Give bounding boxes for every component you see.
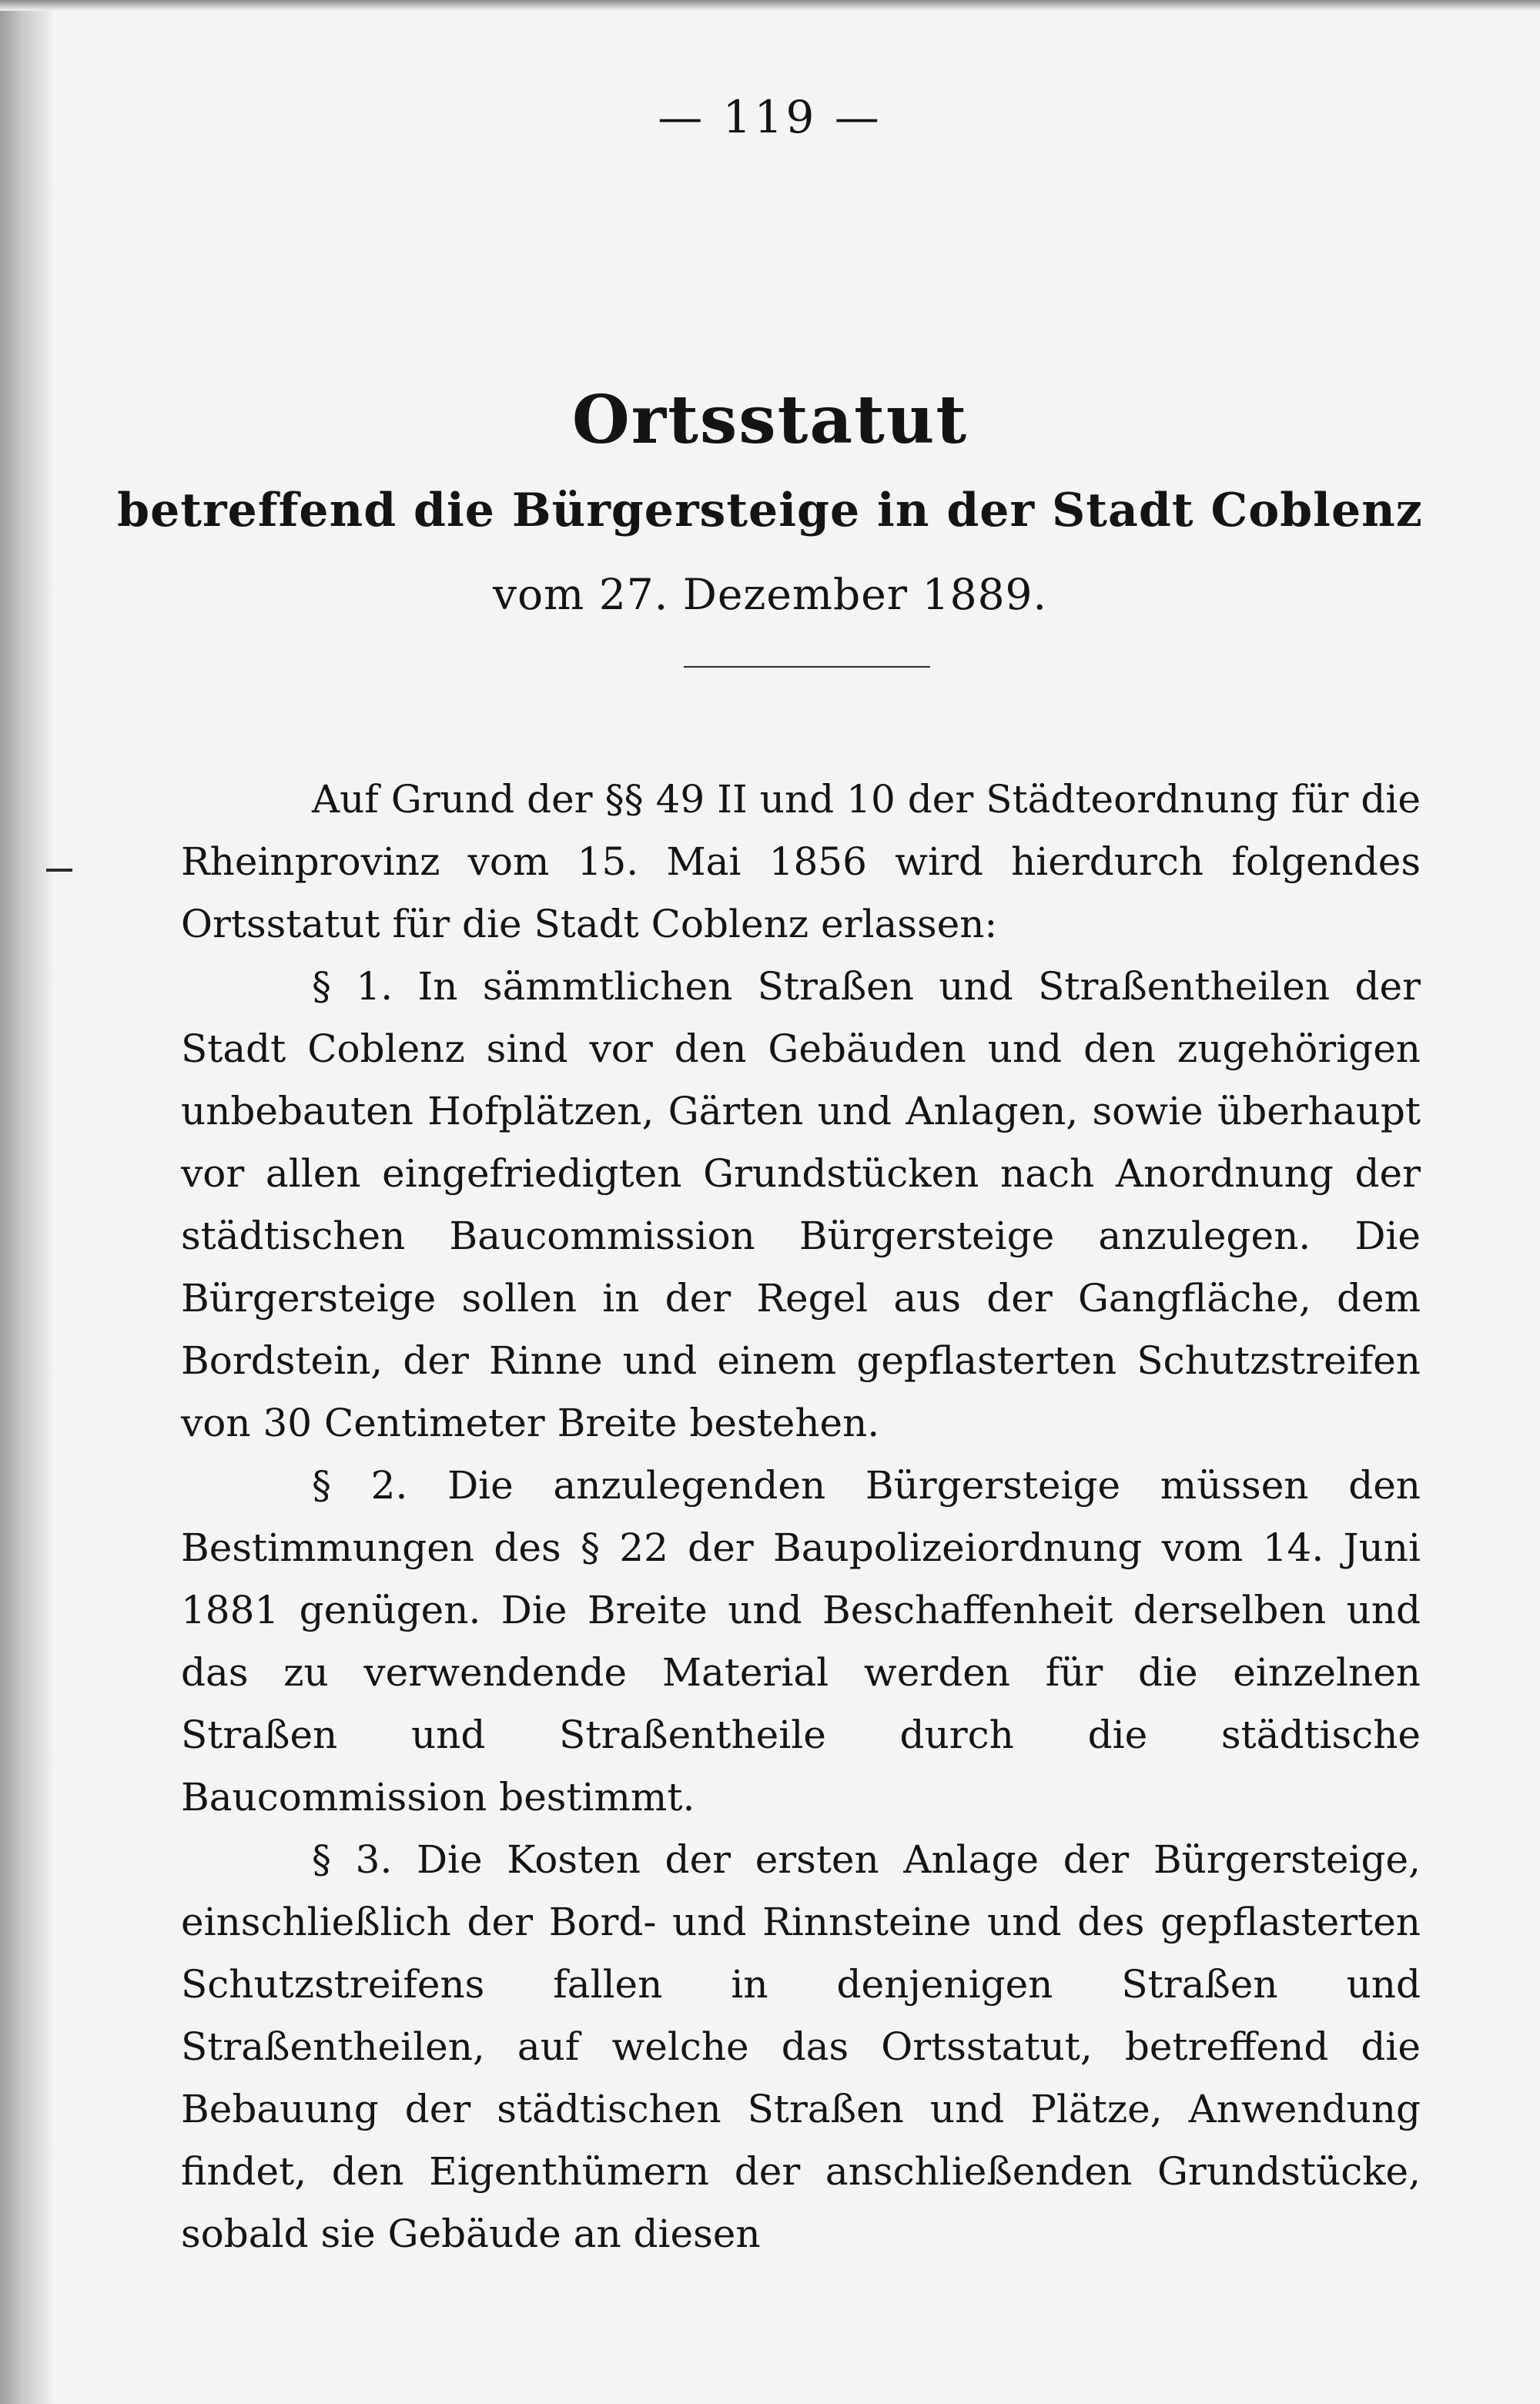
paragraph-preamble: Auf Grund der §§ 49 II und 10 der Städteordnung für die Rheinprovinz vom 15. Mai 1856 wird hierdurch folgendes Ortsstatut für die Stadt Coblenz erlassen: — [181, 777, 1421, 946]
document-subtitle: betreffend die Bürgersteige in der Stadt Coblenz — [117, 484, 1423, 537]
paragraph-section-1: § 1. In sämmtlichen Straßen und Straßentheilen der Stadt Coblenz sind vor den Gebäuden und den zugehörigen unbebauten Hofplätzen, Gärten und Anlagen, sowie überhaupt vor allen eingefriedigten Grundstücken nach Anordnung der städtischen Baucommission Bürgersteige anzulegen. Die Bürgersteige sollen in der Regel aus der Gangfläche, dem Bordstein, der Rinne und einem gepflasterten Schutzstreifen von 30 Centimeter Breite bestehen. — [181, 964, 1421, 1445]
paragraph-section-2: § 2. Die anzulegenden Bürgersteige müssen den Bestimmungen des § 22 der Baupolizeiordnung vom 14. Juni 1881 genügen. Die Breite und Beschaffenheit derselben und das zu verwendende Material werden für die einzelnen Straßen und Straßentheile durch die städtische Baucommission bestimmt. — [181, 1463, 1421, 1820]
scan-top-edge — [0, 0, 1540, 11]
paragraph-section-3: § 3. Die Kosten der ersten Anlage der Bürgersteige, einschließlich der Bord- und Rinnsteine und des gepflasterten Schutzstreifens fallen in denjenigen Straßen und Straßentheilen, auf welche das Ortsstatut, betreffend die Bebauung der städtischen Straßen und Plätze, Anwendung findet, den Eigenthümern der anschließenden Grundstücke, sobald sie Gebäude an diesen — [181, 1837, 1421, 2256]
scan-page-edge — [0, 0, 54, 2404]
document-title: Ortsstatut — [571, 381, 969, 459]
document-date: vom 27. Dezember 1889. — [492, 570, 1048, 619]
body-text — [181, 768, 1421, 2265]
page-number: — 119 — — [658, 91, 882, 143]
title-divider — [684, 666, 930, 668]
margin-mark — [46, 869, 72, 872]
